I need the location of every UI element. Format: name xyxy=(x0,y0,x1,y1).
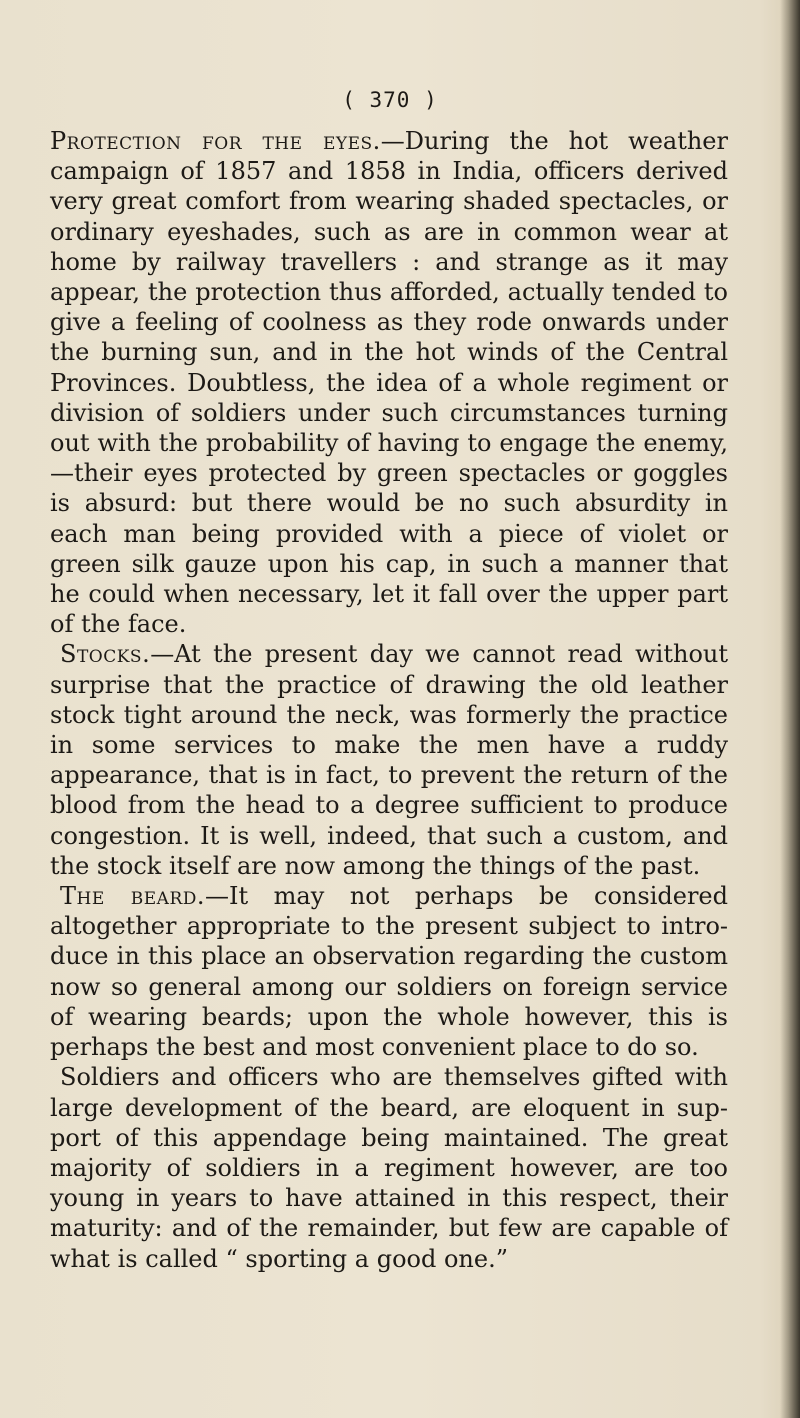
paragraph-heading: Stocks. xyxy=(60,640,151,669)
paragraph-body: —It may not perhaps be considered altogether appropriate to the present subject to introduce in this place an observation regarding the custom now so general among our soldiers on foreign service of wearing beards; upon the whole however, this is perhaps the best and most convenient place to do so. xyxy=(50,882,728,1062)
page-number: ( 370 ) xyxy=(342,88,438,112)
paragraph-heading: Protection for the eyes. xyxy=(50,127,381,155)
paragraph-body: —At the present day we cannot read without surprise that the practice of drawing the old leather stock tight around the neck, was formerly the practice in some services to make the men have a ruddy appearance, that is in fact, to prevent the return of the blood from the head to a degree sufficient to produce congestion. It is well, indeed, that such a custom, and the stock itself are now among the things of the past. xyxy=(50,640,728,880)
body-text xyxy=(50,126,728,1274)
paragraph-stocks xyxy=(50,639,728,881)
binding-edge xyxy=(780,0,800,1418)
paragraph-protection-for-the-eyes xyxy=(50,126,728,639)
paragraph-the-beard xyxy=(50,881,728,1062)
paragraph-heading: The beard. xyxy=(60,882,206,911)
paragraph-body: —During the hot weather campaign of 1857 and 1858 in India, officers derived very great comfort from wearing shaded spectacles, or ordinary eyeshades, such as are in common wear at home by railway travellers : and strange as it may appear, the protection thus afforded, actually tended to give a feeling of coolness as they rode onwards under the burning sun, and in the hot winds of the Central Provinces. Doubtless, the idea of a whole regiment or division of soldiers under such circumstances turning out with the probability of having to engage the enemy,—their eyes protected by green spectacles or goggles is absurd: but there would be no such absurdity in each man being provided with a piece of violet or green silk gauze upon his cap, in such a manner that he could when necessary, let it fall over the upper part of the face. xyxy=(50,127,728,639)
paragraph-body: Soldiers and officers who are themselves gifted with large development of the beard, are eloquent in support of this appendage being maintained. The great majority of soldiers in a regiment however, are too young in years to have attained in this respect, their maturity: and of the remainder, but few are capable of what is called “ sporting a good one.” xyxy=(50,1063,728,1273)
paragraph-soldiers-and-officers xyxy=(50,1062,728,1273)
